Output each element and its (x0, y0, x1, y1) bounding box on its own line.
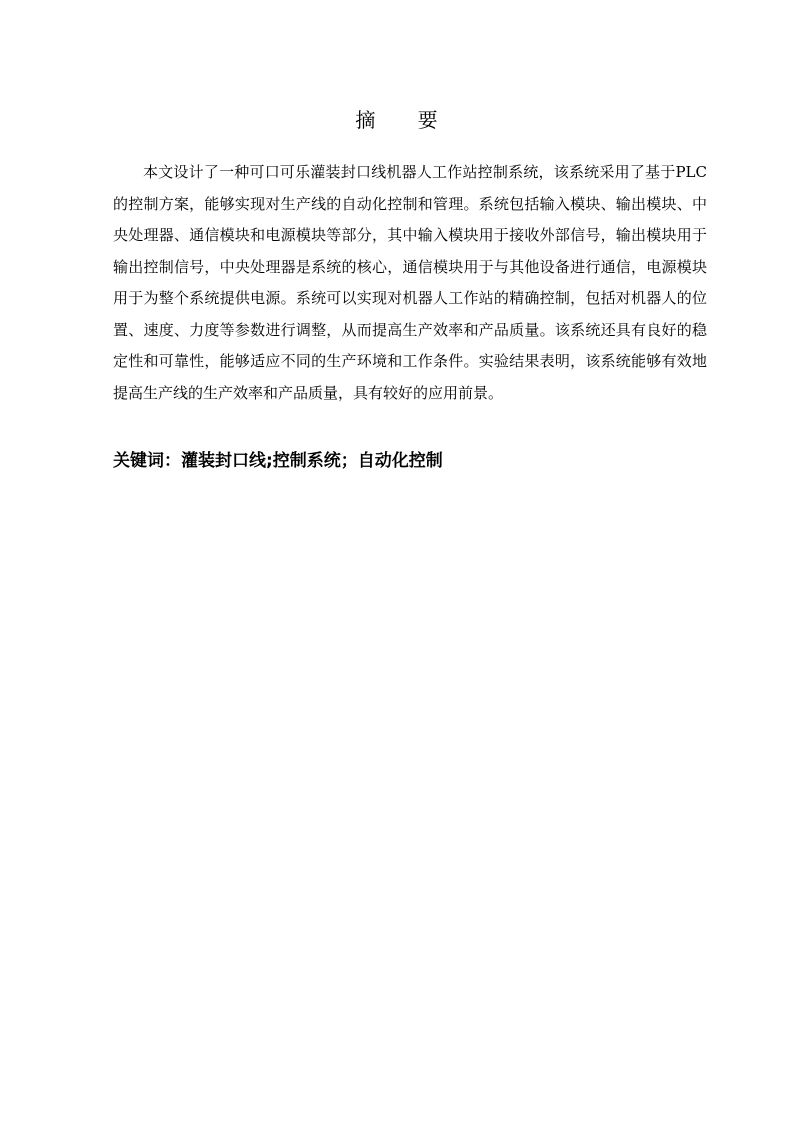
keywords-line: 关键词：灌装封口线;控制系统；自动化控制 (113, 451, 443, 471)
abstract-paragraph: 本文设计了一种可口可乐灌装封口线机器人工作站控制系统，该系统采用了基于PLC的控制方案，能够实现对生产线的自动化控制和管理。系统包括输入模块、输出模块、中央处理器、通信模块和电源模块等部分，其中输入模块用于接收外部信号，输出模块用于输出控制信号，中央处理器是系统的核心，通信模块用于与其他设备进行通信，电源模块用于为整个系统提供电源。系统可以实现对机器人工作站的精确控制，包括对机器人的位置、速度、力度等参数进行调整，从而提高生产效率和产品质量。该系统还具有良好的稳定性和可靠性，能够适应不同的生产环境和工作条件。实验结果表明，该系统能够有效地提高生产线的生产效率和产品质量，具有较好的应用前景。 (113, 163, 707, 402)
abstract-heading: 摘 要 (355, 108, 456, 132)
